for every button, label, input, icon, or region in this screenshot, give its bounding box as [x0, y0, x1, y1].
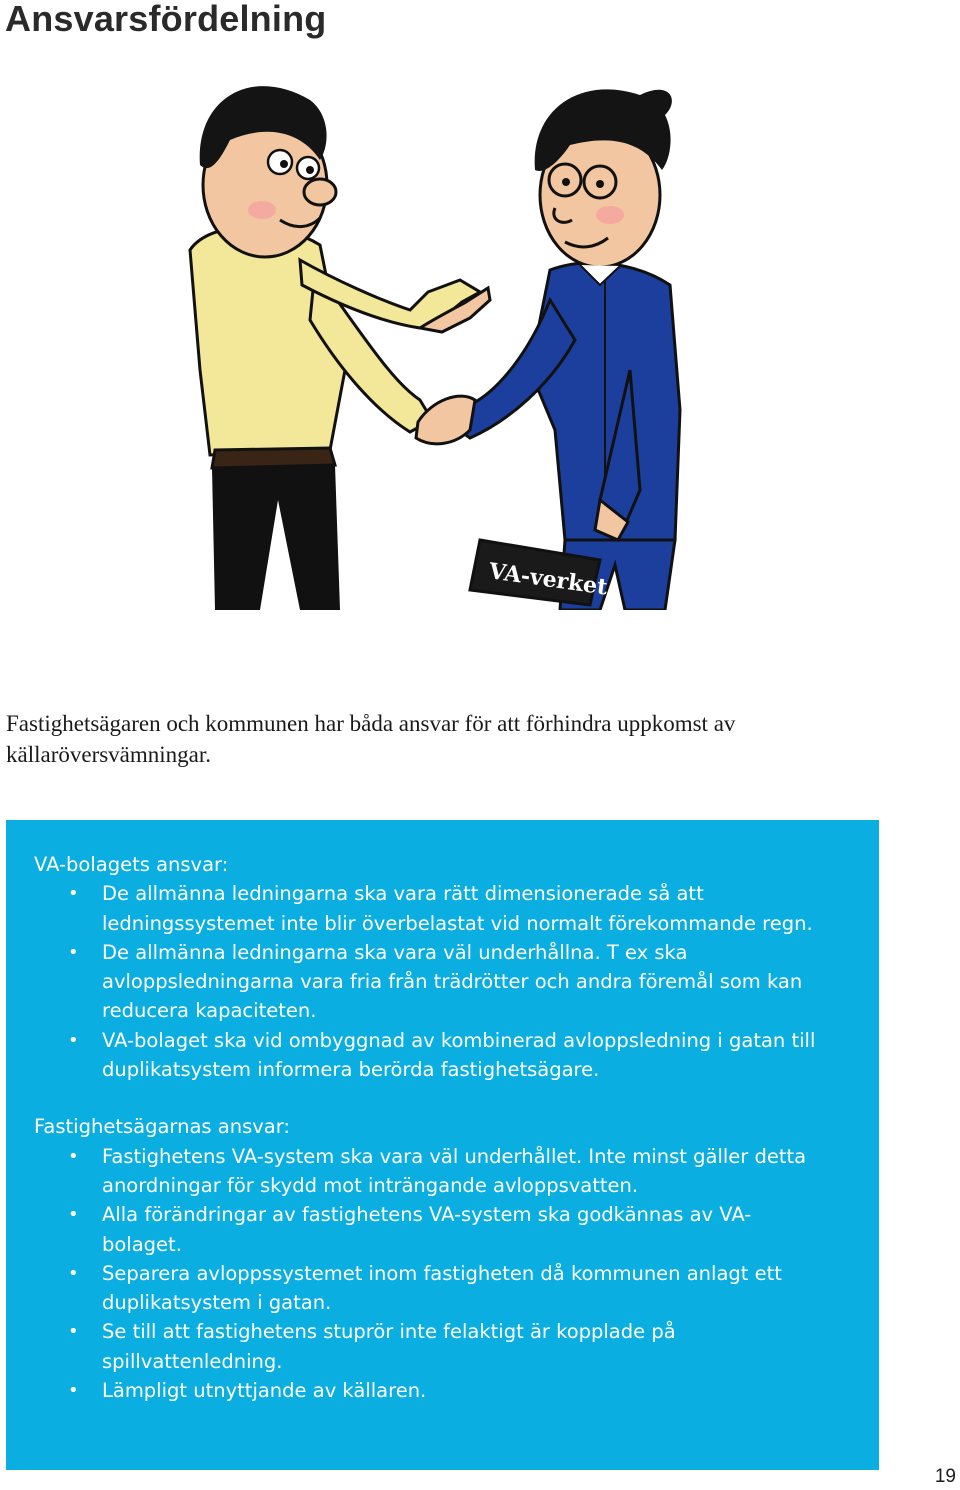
list-item: • Se till att fastighetens stuprör inte felaktigt är kopplade på spillvattenledning.: [34, 1317, 849, 1376]
utility-heading: VA-bolagets ansvar:: [34, 853, 229, 876]
list-item: • Lämpligt utnyttjande av källaren.: [34, 1376, 849, 1405]
bullet-icon: •: [68, 1029, 79, 1051]
man-in-blue-suit: [416, 89, 680, 610]
briefcase-label: VA-verket: [487, 558, 609, 601]
list-item: • VA-bolaget ska vid ombyggnad av kombinerad avloppsledning i gatan till duplikatsystem informera berörda fastighetsägare.: [34, 1026, 849, 1085]
intro-paragraph: Fastighetsägaren och kommunen har båda ansvar för att förhindra uppkomst av källaröversvämningar.: [6, 711, 736, 767]
bullet-icon: •: [68, 1204, 79, 1226]
handshake-illustration: [170, 70, 730, 610]
list-item: • Alla förändringar av fastighetens VA-system ska godkännas av VA-bolaget.: [34, 1200, 849, 1259]
bullet-icon: •: [68, 883, 79, 905]
utility-list: [34, 879, 849, 1084]
responsibility-box: [6, 820, 879, 1470]
list-item: • De allmänna ledningarna ska vara väl underhållna. T ex ska avloppsledningarna vara fria från trädrötter och andra föremål som kan reducera kapaciteten.: [34, 938, 849, 1026]
list-item: • Fastighetens VA-system ska vara väl underhållet. Inte minst gäller detta anordningar för skydd mot inträngande avloppsvatten.: [34, 1142, 849, 1201]
bullet-icon: •: [68, 1145, 79, 1167]
owner-list: [34, 1142, 849, 1406]
owner-heading: Fastighetsägarnas ansvar:: [34, 1115, 290, 1139]
bullet-icon: •: [68, 1262, 79, 1284]
list-item: • De allmänna ledningarna ska vara rätt dimensionerade så att ledningssystemet inte blir överbelastat vid normalt förekommande regn.: [34, 879, 849, 938]
owner-section: [34, 1112, 849, 1405]
page-title: Ansvarsfördelning: [5, 0, 327, 39]
man-in-yellow-shirt: [190, 86, 490, 610]
utility-section: [34, 850, 849, 1084]
page-number: 19: [934, 1466, 956, 1487]
bullet-icon: •: [68, 1321, 79, 1343]
list-item: • Separera avloppssystemet inom fastigheten då kommunen anlagt ett duplikatsystem i gatan.: [34, 1259, 849, 1318]
bullet-icon: •: [68, 1380, 79, 1402]
bullet-icon: •: [68, 941, 79, 963]
